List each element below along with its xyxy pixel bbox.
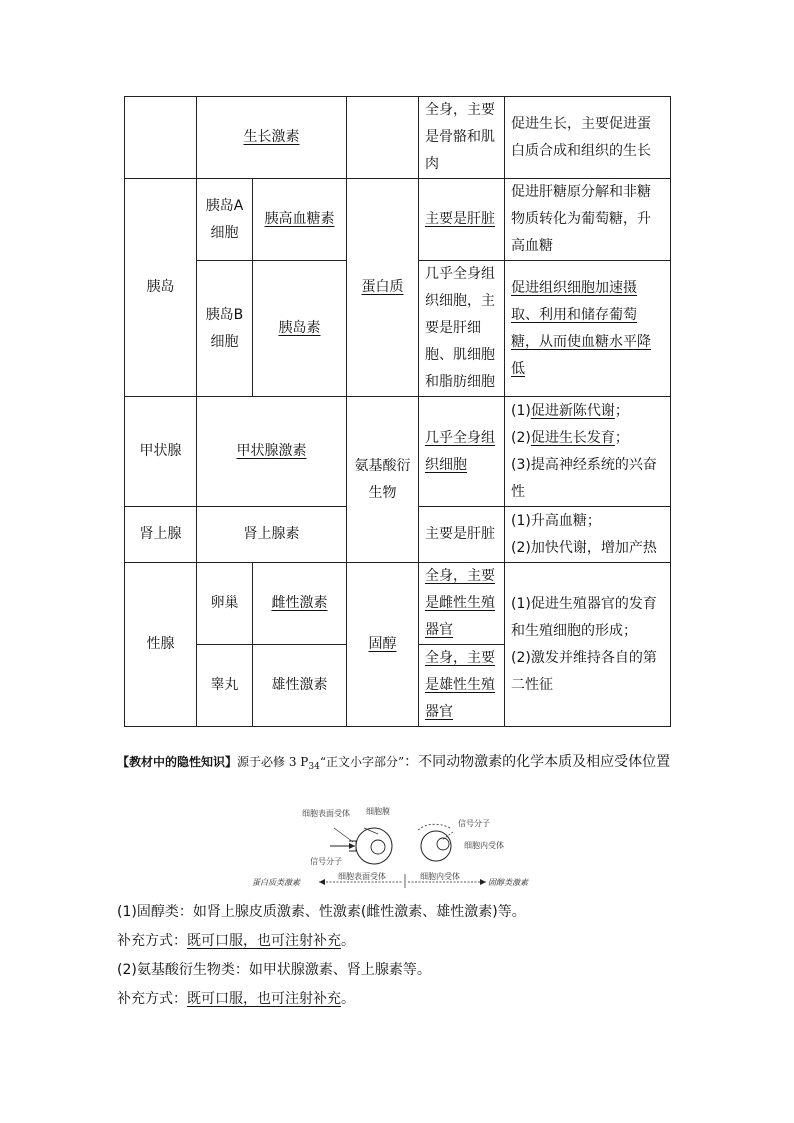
supplement-notes	[117, 898, 677, 1014]
amino-acid-supplement: 补充方式：既可口服，也可注射补充。	[117, 991, 355, 1007]
receptor-diagram	[250, 802, 550, 892]
nature-cell: 蛋白质	[347, 179, 419, 397]
steroid-supplement: 补充方式：既可口服，也可注射补充。	[117, 933, 355, 949]
hormone-cell: 雌性激素	[253, 563, 347, 645]
function-cell: (1)促进新陈代谢； (2)促进生长发育； (3)提高神经系统的兴奋性	[505, 397, 671, 507]
function-cell: 促进组织细胞加速摄取、利用和储存葡萄糖，从而使血糖水平降低	[505, 261, 671, 397]
gland-cell: 甲状腺	[125, 397, 197, 507]
target-cell: 全身，主要是骨骼和肌肉	[419, 97, 505, 179]
hormone-cell: 雄性激素	[253, 645, 347, 727]
internal-receptor-axis-label: 细胞内受体	[420, 872, 460, 881]
surface-receptor-label: 细胞表面受体	[302, 809, 350, 818]
diffusion-arrow	[418, 824, 452, 830]
organ-cell: 睾丸	[197, 645, 253, 727]
nature-cell: 氨基酸衍生物	[347, 397, 419, 563]
hormone-cell: 肾上腺素	[197, 507, 347, 563]
target-cell: 几乎全身组织细胞	[419, 397, 505, 507]
target-cell: 主要是肝脏	[419, 179, 505, 261]
hormone-table	[124, 96, 671, 727]
signal-molecule-label-right: 信号分子	[458, 819, 490, 828]
membrane-label: 细胞膜	[366, 807, 390, 816]
nature-cell: 固醇	[347, 563, 419, 727]
steroid-note: (1)固醇类：如肾上腺皮质激素、性激素(雌性激素、雄性激素)等。	[117, 904, 526, 920]
gland-cell: 性腺	[125, 563, 197, 727]
organ-cell: 卵巢	[197, 563, 253, 645]
protein-hormone-label: 蛋白质类激素	[252, 878, 300, 887]
table-row	[125, 179, 671, 261]
table-row	[125, 563, 671, 645]
arrow-head	[349, 843, 355, 849]
function-cell: 促进肝糖原分解和非糖物质转化为葡萄糖，升高血糖	[505, 179, 671, 261]
note-text: ：不同动物激素的化学本质及相应受体位置	[404, 754, 671, 770]
cell-type-cell: 胰岛A 细胞	[197, 179, 253, 261]
signal-molecule-label-left: 信号分子	[310, 857, 342, 866]
leader-line	[364, 828, 378, 834]
note-tag: 【教材中的隐性知识】	[117, 755, 238, 769]
cell-outline	[356, 828, 392, 864]
cell-type-cell: 胰岛B 细胞	[197, 261, 253, 397]
function-cell: 促进生长，主要促进蛋白质合成和组织的生长	[505, 97, 671, 179]
target-cell: 主要是肝脏	[419, 507, 505, 563]
function-cell: (1)促进生殖器官的发育和生殖细胞的形成； (2)激发并维持各自的第二性征	[505, 563, 671, 727]
gland-cell: 胰岛	[125, 179, 197, 397]
internal-receptor-label: 细胞内受体	[464, 841, 504, 850]
target-cell: 全身，主要是雄性生殖器官	[419, 645, 505, 727]
note-source: 源于必修 3 $P_{34}“$正文小字部分”	[237, 755, 405, 772]
target-cell: 全身，主要是雌性生殖器官	[419, 563, 505, 645]
hormone-cell: 胰岛素	[253, 261, 347, 397]
hormone-cell: 胰高血糖素	[253, 179, 347, 261]
surface-receptor-axis-label: 细胞表面受体	[338, 872, 386, 881]
nucleus	[437, 838, 449, 850]
arrow-head	[480, 879, 486, 885]
table-row	[125, 397, 671, 507]
steroid-hormone-label: 固醇类激素	[488, 878, 528, 887]
amino-acid-note: (2)氨基酸衍生物类：如甲状腺激素、肾上腺素等。	[117, 962, 431, 978]
gland-cell: 肾上腺	[125, 507, 197, 563]
cell-outline	[421, 831, 451, 861]
nature-cell	[347, 97, 419, 179]
gland-cell	[125, 97, 197, 179]
textbook-hidden-knowledge	[117, 749, 677, 775]
leader-line	[334, 828, 353, 842]
arrow-head	[319, 879, 325, 885]
target-cell: 几乎全身组织细胞，主要是肝细胞、肌细胞和脂肪细胞	[419, 261, 505, 397]
hormone-cell: 甲状腺激素	[197, 397, 347, 507]
function-cell: (1)升高血糖； (2)加快代谢，增加产热	[505, 507, 671, 563]
nucleus	[371, 840, 385, 854]
hormone-cell: 生长激素	[197, 97, 347, 179]
table-row	[125, 97, 671, 179]
